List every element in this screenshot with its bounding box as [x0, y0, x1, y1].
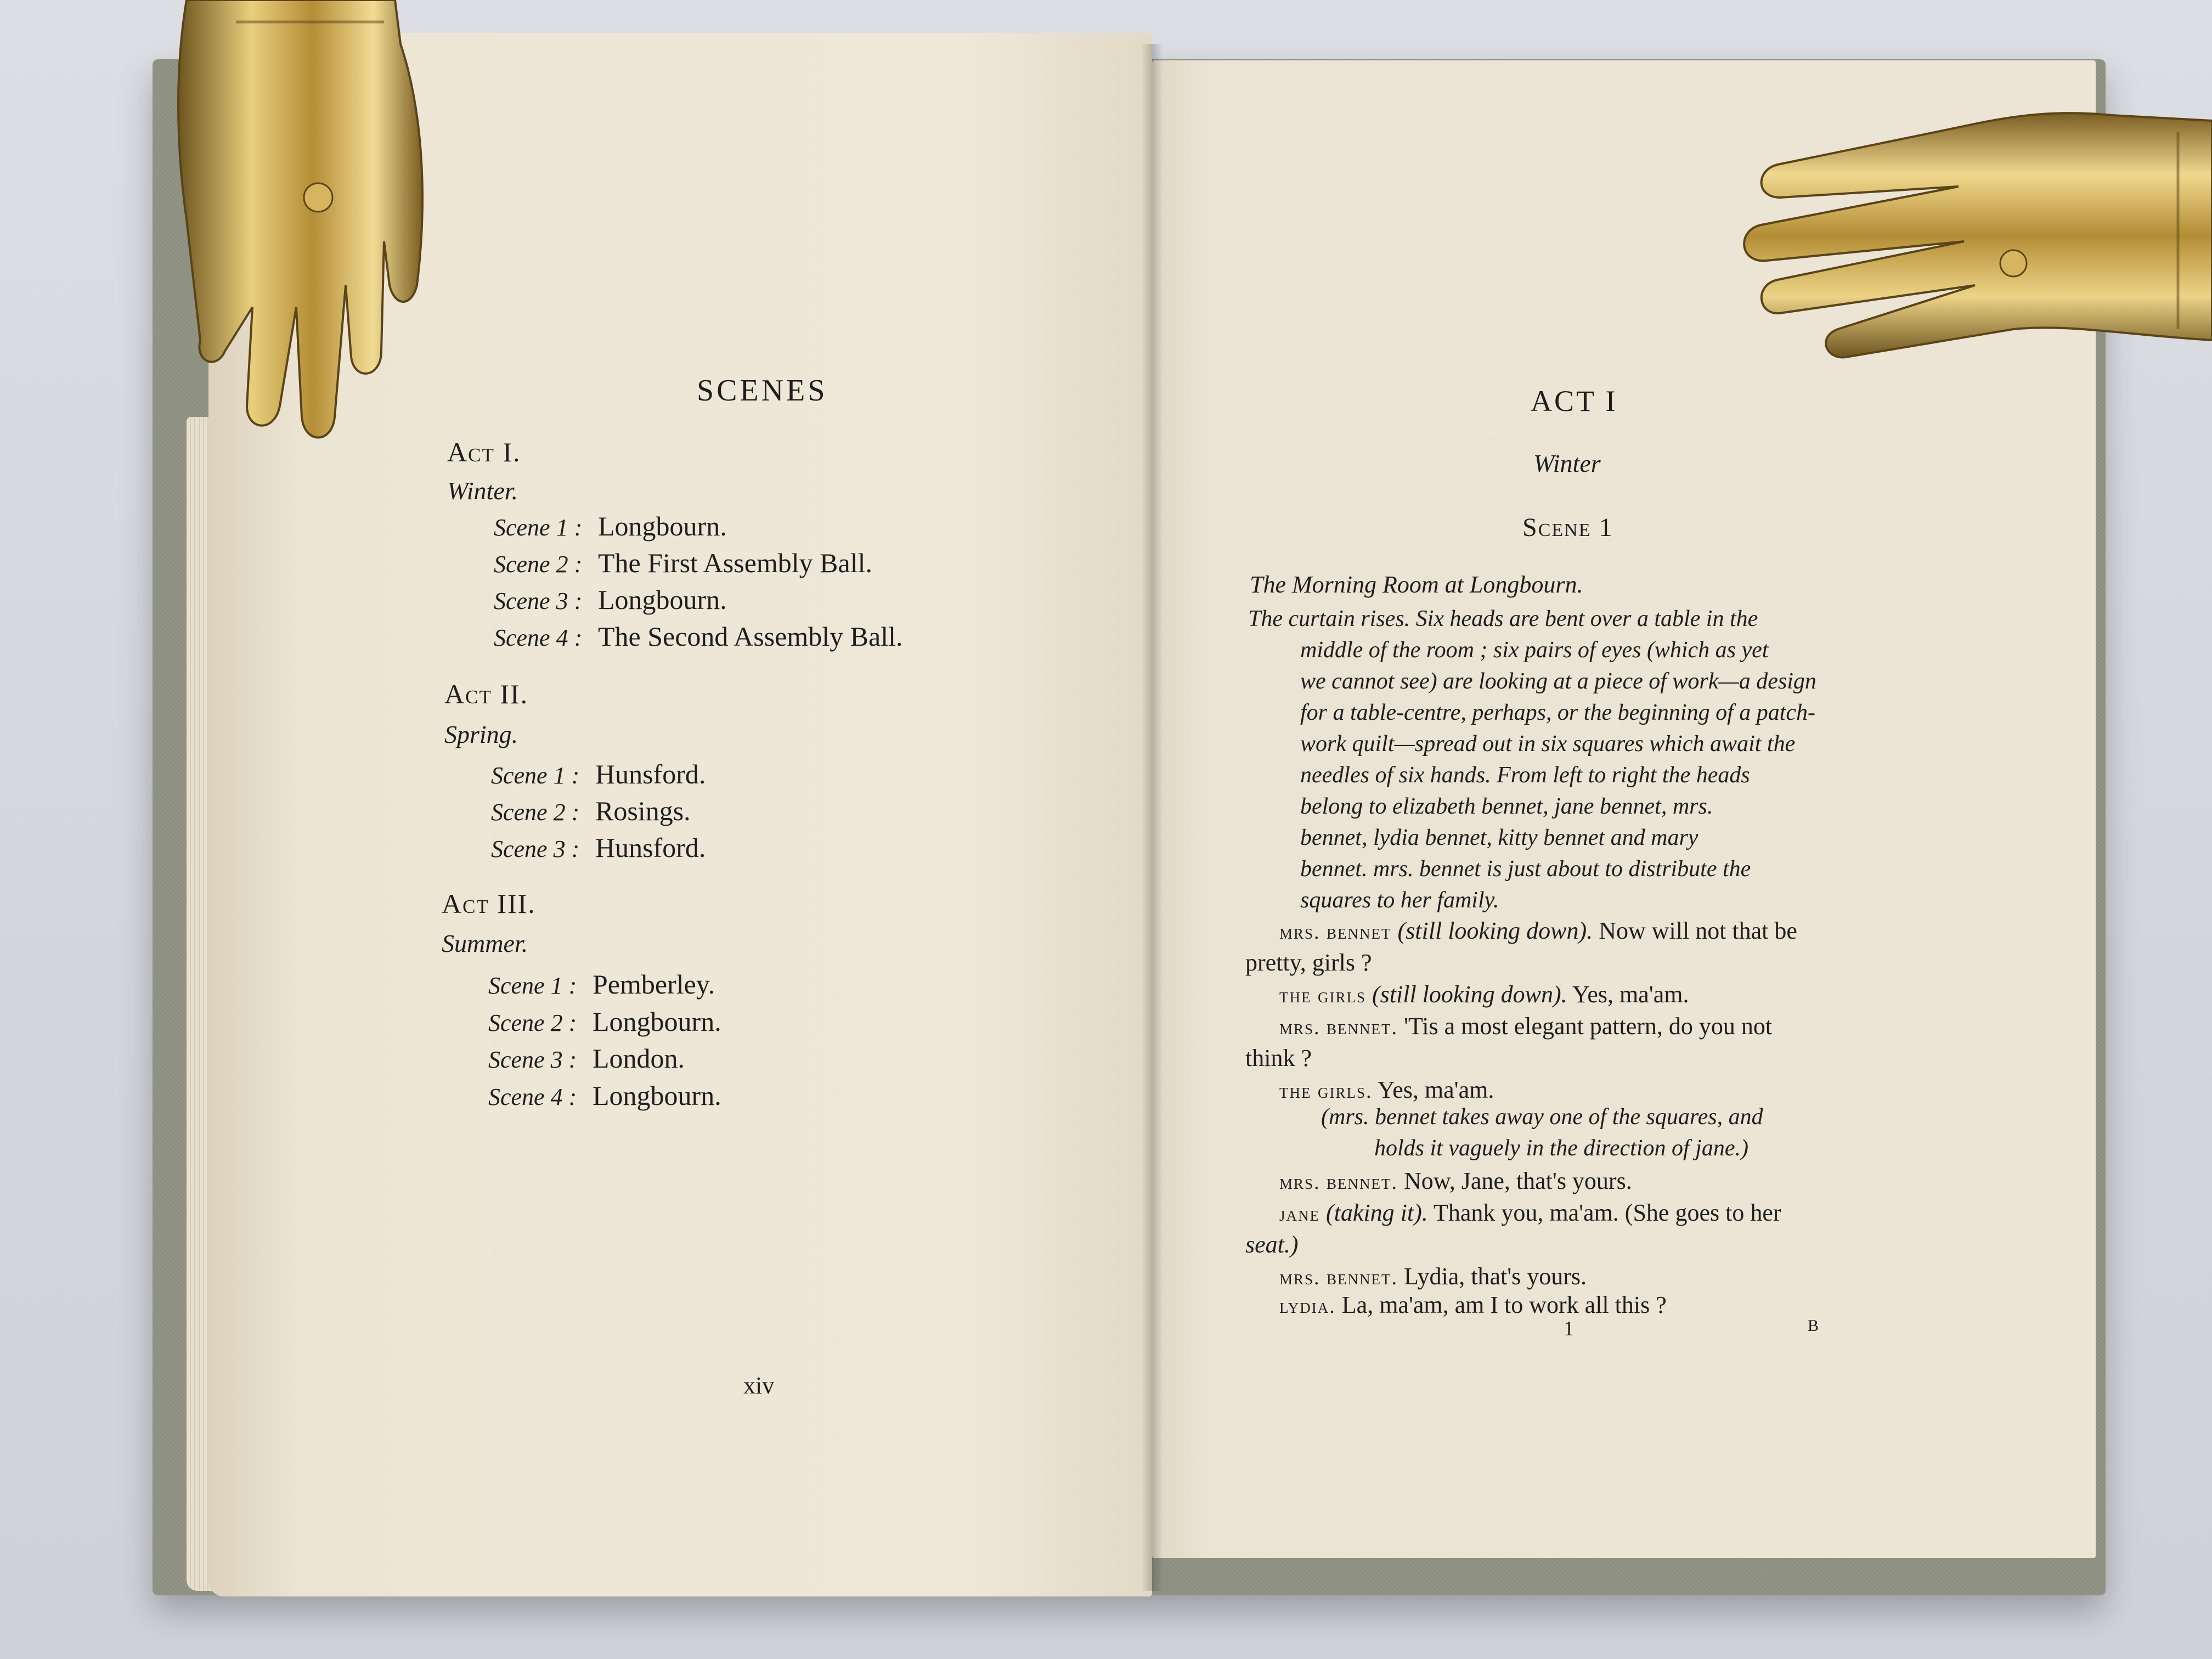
scene-place: Pemberley.: [592, 969, 715, 1000]
scene-row: [491, 832, 706, 864]
scene-label: Scene 2 :: [488, 1009, 577, 1036]
direction-line: work quilt—spread out in six squares which await the: [1300, 731, 1796, 757]
stage-direction-line: (mrs. bennet takes away one of the squares, and: [1321, 1104, 1763, 1130]
speech-text: Thank you, ma'am. (She goes to her: [1433, 1199, 1781, 1226]
scene-row: [494, 547, 872, 579]
book-gutter: [1141, 44, 1163, 1591]
scene-label: Scene 3 :: [494, 588, 583, 614]
direction-line: belong to elizabeth bennet, jane bennet, mrs.: [1300, 794, 1713, 819]
scene-place: Rosings.: [595, 795, 691, 826]
speaker-name: mrs. bennet.: [1279, 1016, 1398, 1039]
speaker-name: mrs. bennet.: [1279, 1171, 1398, 1194]
direction-line: squares to her family.: [1300, 888, 1499, 913]
speech-continuation: think ?: [1245, 1045, 1312, 1071]
season-label: Spring.: [444, 720, 518, 748]
scene-row: [488, 1042, 685, 1074]
signature-mark: B: [1808, 1317, 1820, 1335]
speech-text: Yes, ma'am.: [1572, 981, 1689, 1008]
direction-line: The curtain rises. Six heads are bent over a table in the: [1248, 606, 1758, 631]
scene-place: Longbourn.: [592, 1006, 721, 1037]
speaker-aside: (still looking down).: [1372, 981, 1567, 1008]
dialogue-line: [1245, 979, 1882, 1012]
dialogue-line: [1245, 1074, 1882, 1107]
speaker-name: lydia.: [1279, 1295, 1336, 1318]
scene-label: Scene 1 :: [491, 762, 580, 789]
direction-line: we cannot see) are looking at a piece of work—a design: [1300, 669, 1816, 694]
brass-hand-bookweight-right-icon: [1728, 99, 2212, 373]
scene-label: Scene 2 :: [494, 551, 583, 578]
act-label: Act III.: [442, 888, 536, 919]
speaker-name: jane: [1279, 1203, 1320, 1226]
speaker-name: the girls: [1279, 984, 1366, 1007]
speech-text: Yes, ma'am.: [1377, 1076, 1494, 1103]
act-label: Act II.: [444, 679, 529, 709]
direction-line: middle of the room ; six pairs of eyes (which as yet: [1300, 637, 1769, 663]
dialogue-line: [1245, 1197, 1882, 1230]
scene-place: London.: [592, 1043, 685, 1074]
scene-place: Hunsford.: [595, 832, 706, 863]
dialogue-line: [1245, 1261, 1882, 1294]
opening-stage-direction: [1248, 603, 1882, 916]
scene-place: The First Assembly Ball.: [598, 548, 872, 578]
speaker-name: mrs. bennet.: [1279, 1266, 1398, 1289]
speech-text: La, ma'am, am I to work all this ?: [1341, 1291, 1667, 1318]
scene-place: Longbourn.: [598, 584, 727, 615]
speaker-aside: (still looking down).: [1397, 917, 1593, 944]
scenes-title: SCENES: [697, 374, 828, 408]
scene-label: Scene 3 :: [491, 836, 580, 862]
scene-row: [494, 620, 903, 652]
scene-row: [494, 584, 727, 616]
speech-text: 'Tis a most elegant pattern, do you not: [1404, 1013, 1773, 1040]
scene-label: Scene 2 :: [491, 799, 580, 826]
scene-row: [491, 758, 706, 790]
act-heading: ACT I: [1531, 385, 1618, 417]
page-number: 1: [1564, 1317, 1574, 1340]
brass-hand-bookweight-left-icon: [165, 0, 439, 466]
dialogue-line: [1245, 1165, 1882, 1198]
scene-heading: Scene 1: [1522, 513, 1613, 542]
season-heading: Winter: [1533, 449, 1601, 477]
scene-row: [488, 968, 715, 1000]
scene-row: [494, 510, 727, 542]
direction-line: needles of six hands. From left to right the heads: [1300, 763, 1750, 788]
scene-label: Scene 4 :: [494, 624, 583, 651]
dialogue-line: [1245, 1011, 1882, 1043]
act-label: Act I.: [447, 437, 521, 467]
scene-label: Scene 3 :: [488, 1046, 577, 1073]
scene-row: [491, 795, 691, 827]
dialogue-line: [1245, 915, 1882, 948]
page-number: xiv: [743, 1372, 775, 1399]
speech-continuation: pretty, girls ?: [1245, 949, 1372, 976]
speech-continuation: seat.): [1245, 1231, 1299, 1258]
scene-place: Hunsford.: [595, 759, 706, 789]
season-label: Winter.: [447, 477, 518, 505]
scene-label: Scene 4 :: [488, 1084, 577, 1110]
scene-label: Scene 1 :: [494, 514, 583, 541]
season-label: Summer.: [442, 929, 528, 957]
scene-place: The Second Assembly Ball.: [598, 621, 903, 652]
speech-text: Lydia, that's yours.: [1404, 1263, 1587, 1290]
speech-text: Now will not that be: [1599, 917, 1797, 944]
scene-label: Scene 1 :: [488, 972, 577, 999]
scene-row: [488, 1080, 721, 1111]
speaker-name: the girls.: [1279, 1080, 1373, 1103]
scene-place: Longbourn.: [592, 1080, 721, 1111]
speaker-aside: (taking it).: [1326, 1199, 1428, 1226]
speech-text: Now, Jane, that's yours.: [1404, 1167, 1632, 1194]
scene-row: [488, 1006, 721, 1037]
speaker-name: mrs. bennet: [1279, 921, 1392, 944]
stage-direction-line: holds it vaguely in the direction of jane.): [1374, 1136, 1748, 1161]
direction-line: bennet, lydia bennet, kitty bennet and mary: [1300, 825, 1699, 850]
setting-line: The Morning Room at Longbourn.: [1250, 571, 1583, 598]
direction-line: bennet. mrs. bennet is just about to distribute the: [1300, 856, 1751, 882]
direction-line: for a table-centre, perhaps, or the beginning of a patch-: [1300, 700, 1816, 725]
scene-place: Longbourn.: [598, 511, 727, 541]
